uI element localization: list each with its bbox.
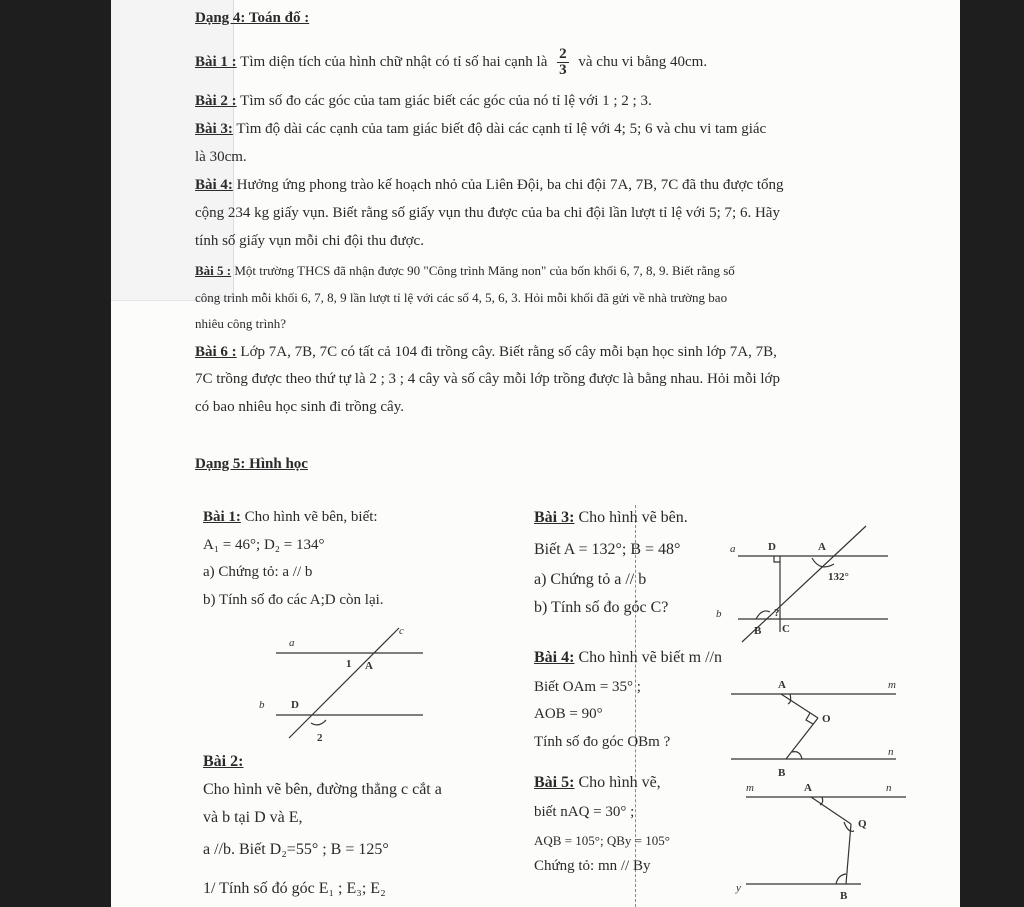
problem-text: Tìm diện tích của hình chữ nhật có tỉ số hai cạnh là	[240, 53, 548, 70]
problem-5-5	[534, 773, 661, 792]
problem-5-3	[534, 508, 688, 527]
label-c: c	[399, 625, 404, 637]
label-a: a	[289, 637, 295, 649]
problem-label: Bài 1:	[203, 509, 241, 525]
fraction-denominator: 3	[559, 62, 567, 78]
problem-5-2-label: Bài 2:	[203, 753, 244, 770]
problem-4-4-cont: cộng 234 kg giấy vụn. Biết rằng số giấy vụn thu được của ba chi đội lần lượt tỉ lệ với 5; 7; 6. Hãy	[195, 205, 780, 221]
problem-4-6-cont: 7C trồng được theo thứ tự là 2 ; 3 ; 4 cây và số cây mỗi lớp trồng được là bằng nhau. Hỏi mỗi lớp	[195, 371, 780, 387]
problem-5-2-text: Cho hình vẽ bên, đường thẳng c cắt a	[203, 781, 442, 798]
problem-label: Bài 3:	[195, 121, 233, 137]
segment-ob	[786, 718, 818, 759]
problem-label: Bài 3:	[534, 509, 575, 526]
figure-bai-1	[251, 620, 426, 745]
problem-label: Bài 5:	[534, 774, 575, 791]
label-point-a: A	[778, 679, 786, 691]
problem-5-3-b: b) Tính số đo góc C?	[534, 599, 669, 616]
problem-5-1	[203, 508, 378, 526]
problem-5-2-text: và b tại D và E,	[203, 809, 303, 826]
problem-4-4-cont: tính số giấy vụn mỗi chi đội thu được.	[195, 233, 424, 249]
angle-mark-d2	[311, 720, 326, 725]
label-point-a: A	[818, 541, 826, 553]
problem-5-2-given: a //b. Biết D₂=55° ; B = 125°	[203, 841, 389, 858]
label-angle-132: 132°	[828, 571, 849, 583]
label-a: a	[730, 543, 736, 555]
label-n: n	[888, 746, 894, 758]
problem-4-5-cont: nhiêu công trình?	[195, 316, 286, 331]
segment-ao	[781, 694, 818, 718]
label-point-b: B	[754, 625, 762, 637]
problem-text: và chu vi bằng 40cm.	[578, 53, 708, 70]
problem-4-3-cont: là 30cm.	[195, 149, 247, 165]
problem-5-5-given: AQB = 105°; QBy = 105°	[534, 833, 670, 848]
figure-bai-5	[736, 777, 911, 904]
problem-5-2-q1: 1/ Tính số đó góc E₁ ; E₃; E₂	[203, 880, 386, 897]
problem-text: Một trường THCS đã nhận được 90 "Công trình Măng non" của bốn khối 6, 7, 8, 9. Biết rằng số	[234, 263, 735, 278]
problem-5-3-given: Biết A = 132°; B = 48°	[534, 541, 681, 558]
problem-5-5-given: biết nAQ = 30° ;	[534, 804, 635, 820]
angle-mark-qby	[836, 874, 846, 884]
section-title-dang5: Dạng 5: Hình học	[195, 456, 308, 472]
label-m: m	[888, 679, 896, 691]
fraction	[557, 47, 569, 78]
label-point-a: A	[365, 660, 373, 672]
line-c	[289, 628, 399, 738]
figure-bai-4	[726, 672, 901, 780]
segment-qb	[846, 824, 851, 884]
label-angle-2: 2	[317, 732, 323, 744]
problem-4-6	[195, 343, 777, 361]
problem-label: Bài 5 :	[195, 263, 232, 278]
problem-text: Cho hình vẽ bên.	[578, 509, 688, 526]
label-question: ?	[774, 607, 780, 619]
label-point-d: D	[768, 541, 776, 553]
problem-4-6-cont: có bao nhiêu học sinh đi trồng cây.	[195, 399, 404, 415]
problem-label: Bài 4:	[534, 649, 575, 666]
problem-text: Cho hình vẽ biết m //n	[578, 649, 722, 666]
problem-text: Hưởng ứng phong trào kế hoạch nhỏ của Liên Đội, ba chi đội 7A, 7B, 7C đã thu được tổng	[236, 177, 784, 193]
problem-5-5-q: Chứng tỏ: mn // By	[534, 858, 651, 874]
fraction-numerator: 2	[559, 46, 567, 62]
problem-5-4-q: Tính số đo góc OBm ?	[534, 734, 671, 750]
figure-bai-3	[716, 520, 891, 645]
label-point-b: B	[840, 890, 848, 902]
problem-4-5	[195, 263, 735, 278]
label-point-b: B	[778, 767, 786, 779]
problem-5-4	[534, 648, 722, 667]
problem-4-1	[195, 47, 707, 78]
label-point-c: C	[782, 623, 790, 635]
label-b: b	[259, 699, 265, 711]
problem-5-1-b: b) Tính số đo các A;D còn lại.	[203, 592, 384, 608]
section-title-dang4: Dạng 4: Toán đố :	[195, 10, 310, 26]
angle-mark-obm	[792, 752, 802, 759]
problem-5-4-given: Biết OAm = 35° ;	[534, 679, 641, 695]
problem-5-1-a: a) Chứng tỏ: a // b	[203, 564, 313, 580]
problem-text: Cho hình vẽ bên, biết:	[244, 509, 378, 525]
problem-text: Lớp 7A, 7B, 7C có tất cả 104 đi trồng cây. Biết rằng số cây mỗi bạn học sinh lớp 7A, 7B,	[240, 344, 777, 360]
problem-text: Cho hình vẽ,	[578, 774, 661, 791]
problem-4-2	[195, 92, 652, 110]
label-point-q: Q	[858, 818, 867, 830]
label-b: b	[716, 608, 722, 620]
document-page	[111, 0, 960, 907]
segment-aq	[811, 797, 851, 824]
problem-4-3	[195, 120, 766, 138]
label-point-o: O	[822, 713, 831, 725]
label-m: m	[746, 782, 754, 794]
angle-mark-aqb	[844, 822, 854, 831]
problem-5-3-a: a) Chứng tỏ a // b	[534, 571, 647, 588]
label-point-d: D	[291, 699, 299, 711]
problem-label: Bài 1 :	[195, 53, 237, 70]
label-angle-1: 1	[346, 658, 352, 670]
label-n: n	[886, 782, 892, 794]
label-point-a: A	[804, 782, 812, 794]
problem-5-1-given: A₁ = 46°; D₂ = 134°	[203, 537, 325, 553]
problem-label: Bài 2 :	[195, 93, 237, 109]
right-angle-mark	[774, 556, 780, 562]
problem-label: Bài 4:	[195, 177, 233, 193]
problem-5-4-given: AOB = 90°	[534, 706, 603, 722]
problem-text: Tìm độ dài các cạnh của tam giác biết độ dài các cạnh tỉ lệ với 4; 5; 6 và chu vi tam giác	[236, 121, 767, 137]
problem-4-4	[195, 176, 784, 194]
problem-text: Tìm số đo các góc của tam giác biết các góc của nó tỉ lệ với 1 ; 2 ; 3.	[240, 93, 652, 109]
problem-label: Bài 6 :	[195, 344, 237, 360]
label-y: y	[736, 882, 741, 894]
problem-4-5-cont: công trình mỗi khối 6, 7, 8, 9 lần lượt tỉ lệ với các số 4, 5, 6, 3. Hỏi mỗi khối đã gửi về nhà trường bao	[195, 290, 728, 305]
